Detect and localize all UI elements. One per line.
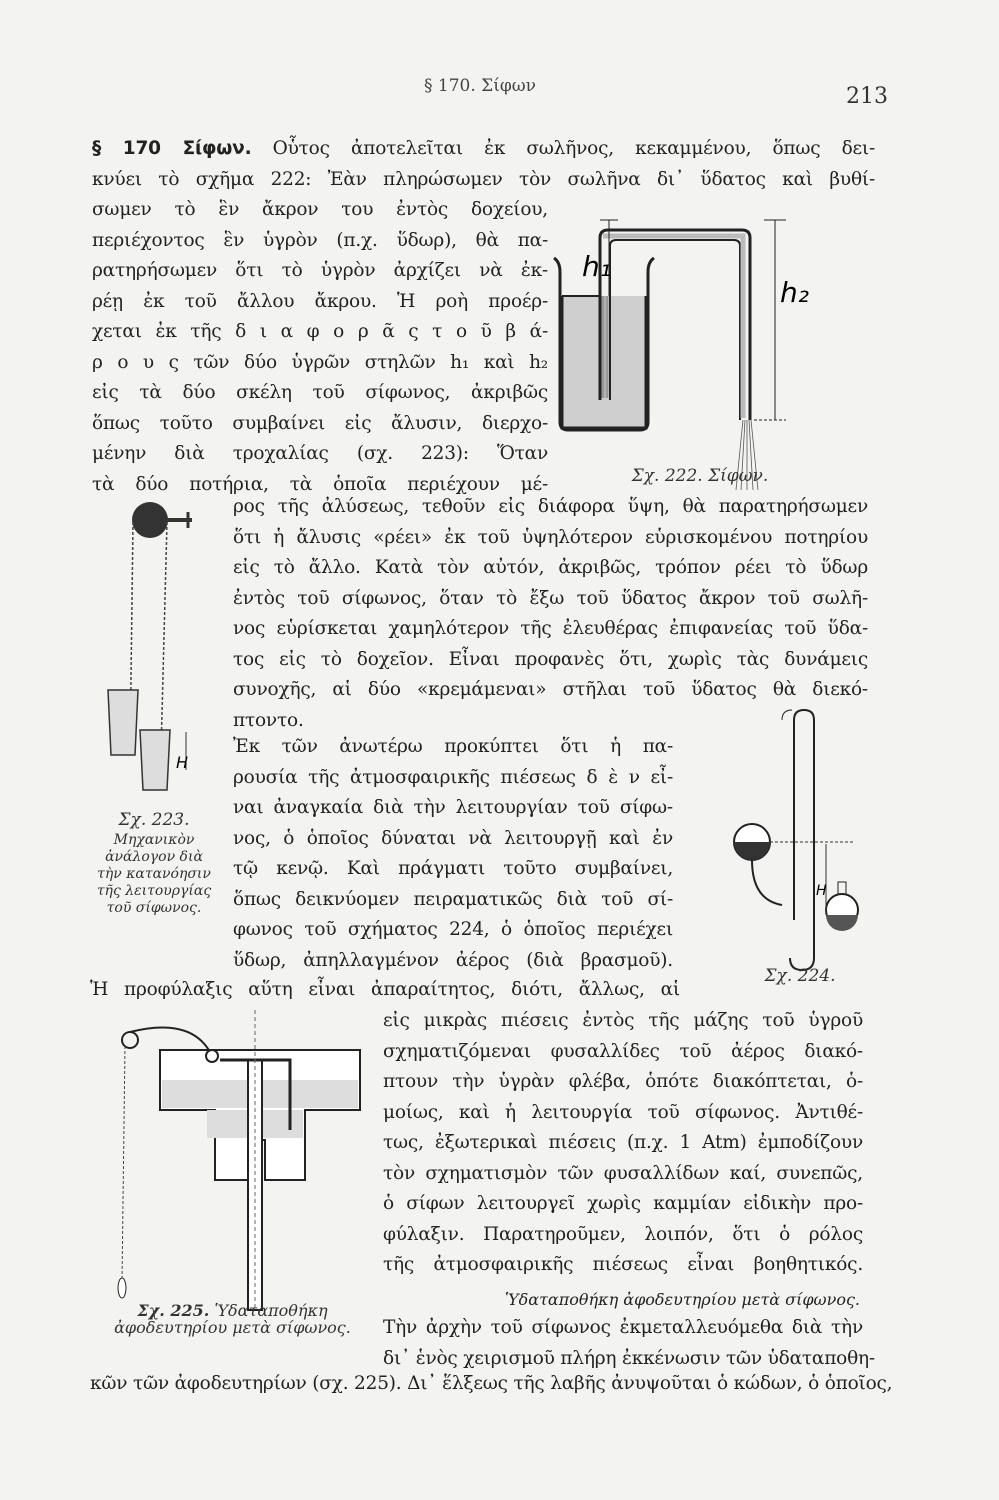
text-line: ρ ο υ ς τῶν δύο ὑγρῶν στηλῶν h₁ καὶ h₂ [92, 351, 548, 373]
figure-222-caption: Σχ. 222. Σίφων. [631, 466, 769, 486]
paragraph-intro [92, 134, 875, 195]
text-line: δι᾽ ἑνὸς χειρισμοῦ πλήρη ἐκκένωσιν τῶν ὑδαταποθη- [383, 1347, 875, 1369]
text-line: ρατηρήσωμεν ὅτι τὸ ὑγρὸν ἀρχίζει νὰ ἐκ- [92, 260, 548, 281]
figure-225-number: Σχ. 225. [137, 1301, 210, 1320]
paragraph-bubbles [383, 1006, 863, 1281]
text-line: ρουσία τῆς ἀτμοσφαιρικῆς πιέσεως δ ὲ ν εἶ- [233, 766, 673, 788]
text-line: εἰς τὸ ἄλλο. Κατὰ τὸν αὐτόν, ἀκριβῶς, τρόπον ρέει τὸ ὕδωρ [233, 557, 868, 578]
paragraph-vacuum [233, 732, 673, 976]
label-H-223: H [176, 753, 189, 772]
text-line: Τὴν ἀρχὴν τοῦ σίφωνος ἐκμεταλλευόμεθα διὰ τὴν [383, 1317, 863, 1338]
text-line: συνοχῆς, αἱ δύο «κρεμάμεναι» στῆλαι τοῦ ὕδατος θὰ διεκό- [233, 679, 868, 700]
text-line-content: Οὗτος ἀποτελεῖται ἐκ σωλῆνος, κεκαμμένου, ὅπως δει- [272, 138, 876, 159]
text-line: ρέῃ ἐκ τοῦ ἄλλου ἄκρου. Ἡ ροὴ προέρ- [92, 290, 548, 312]
text-line: πτοντο. [233, 709, 304, 731]
text-line: νος εὑρίσκεται χαμηλότερον τῆς ἐλευθέρας ἐπιφανείας τοῦ ὕδα- [233, 618, 868, 639]
text-line: χεται ἐκ τῆς δ ι α φ ο ρ ᾶ ς τ ο ῦ β ά- [92, 321, 548, 342]
text-line: Ἡ προφύλαξις αὕτη εἶναι ἀπαραίτητος, διότι, ἄλλως, αἱ [90, 979, 680, 1000]
subsection-heading: Ὑδαταποθήκη ἀφοδευτηρίου μετὰ σίφωνος. [505, 1290, 860, 1309]
figure-225-caption [105, 1302, 360, 1336]
paragraph-narrow [92, 195, 548, 500]
text-line: ἐντὸς τοῦ σίφωνος, ὅταν τὸ ἔξω τοῦ ὕδατος ἄκρον τοῦ σωλῆ- [233, 587, 868, 609]
paragraph-toilet-tank [383, 1313, 875, 1374]
text-line: ὅτι ἡ ἄλυσις «ρέει» ἐκ τοῦ ὑψηλότερον εὑρισκομένου ποτηρίου [233, 526, 868, 548]
running-head: § 170. Σίφων [424, 76, 536, 96]
label-h1: h₁ [582, 250, 611, 283]
text-line: εἰς τὰ δύο σκέλη τοῦ σίφωνος, ἀκριβῶς [92, 382, 548, 403]
text-line: τῆς ἀτμοσφαιρικῆς πιέσεως εἶναι βοηθητικός. [383, 1254, 863, 1275]
text-line: τος εἰς τὸ δοχεῖον. Εἶναι προφανὲς ὅτι, χωρὶς τὰς δυνάμεις [233, 648, 868, 670]
text-line: μένην διὰ τροχαλίας (σχ. 223): Ὅταν [92, 443, 548, 464]
text-line: Ἐκ τῶν ἀνωτέρω προκύπτει ὅτι ἡ πα- [233, 736, 673, 757]
label-H-224: H [816, 883, 827, 899]
paragraph-toilet-tank-cont [90, 1369, 893, 1400]
text-line: φύλαξιν. Παρατηροῦμεν, λοιπόν, ὅτι ὁ ρόλος [383, 1223, 863, 1245]
text-line: τῷ κενῷ. Καὶ πράγματι τοῦτο συμβαίνει, [233, 858, 673, 879]
text-line [92, 134, 875, 165]
text-line: μοίως, καὶ ἡ λειτουργία τοῦ σίφωνος. Ἀντιθέ- [383, 1101, 863, 1123]
figure-224-caption: Σχ. 224. [764, 966, 836, 986]
text-line: ναι ἀναγκαία διὰ τὴν λειτουργίαν τοῦ σίφω- [233, 797, 673, 818]
text-line: φωνος τοῦ σχήματος 224, ὁ ὁποῖος περιέχει [233, 919, 673, 940]
text-line: εἰς μικρὰς πιέσεις ἐντὸς τῆς μάζης τοῦ ὑγροῦ [383, 1010, 863, 1031]
text-line: ρος τῆς ἀλύσεως, τεθοῦν εἰς διάφορα ὕψη, θὰ παρατηρήσωμεν [233, 496, 868, 517]
text-line: πτουν τὴν ὑγρὰν φλέβα, ὁπότε διακόπτεται, ὁ- [383, 1071, 863, 1092]
text-line: σχηματιζόμεναι φυσαλλίδες τοῦ ἀέρος διακό- [383, 1040, 863, 1062]
figure-223-number: Σχ. 223. [118, 810, 190, 830]
text-line: περιέχοντος ἓν ὑγρὸν (π.χ. ὕδωρ), θὰ πα- [92, 229, 548, 251]
text-line: ὅπως τοῦτο συμβαίνει εἰς ἄλυσιν, διερχο- [92, 412, 548, 434]
figure-225-caption-text: Ὑδαταποθήκη ἀφοδευτηρίου μετὰ σίφωνος. [114, 1301, 351, 1337]
section-heading: § 170 Σίφων. [92, 138, 252, 159]
text-line: ὅπως δεικνύομεν πειραματικῶς διὰ τοῦ σί- [233, 888, 673, 910]
text-line: τως, ἐξωτερικαὶ πιέσεις (π.χ. 1 Atm) ἐμποδίζουν [383, 1132, 863, 1153]
figure-222-siphon [540, 220, 809, 445]
text-line: κνύει τὸ σχῆμα 222: Ἐὰν πληρώσωμεν τὸν σωλῆνα δι᾽ ὕδατος καὶ βυθί- [92, 168, 875, 190]
paragraph-precaution [90, 975, 680, 1006]
text-line: σωμεν τὸ ἓν ἄκρον του ἐντὸς δοχείου, [92, 199, 548, 220]
paragraph-chain [233, 492, 868, 736]
text-line: τὸν σχηματισμὸν τῶν φυσαλλίδων καί, συνεπῶς, [383, 1162, 863, 1184]
label-h2: h₂ [780, 276, 809, 309]
text-line: ὕδωρ, ἀπηλλαγμένον ἀέρος (διὰ βρασμοῦ). [233, 949, 673, 971]
text-line: ὁ σίφων λειτουργεῖ χωρὶς καμμίαν εἰδικὴν προ- [383, 1193, 863, 1214]
figure-223-chain-pulley [100, 500, 210, 790]
figure-224-vacuum-siphon [720, 710, 860, 970]
page-number: 213 [846, 84, 888, 109]
text-line: τὰ δύο ποτήρια, τὰ ὁποῖα περιέχουν μέ- [92, 473, 548, 495]
text-line: κῶν τῶν ἀφοδευτηρίων (σχ. 225). Δι᾽ ἕλξεως τῆς λαβῆς ἀνυψοῦται ὁ κώδων, ὁ ὁποῖος, [90, 1373, 893, 1394]
text-line: νος, ὁ ὁποῖος δύναται νὰ λειτουργῇ καὶ ἐν [233, 827, 673, 849]
figure-225-toilet-tank [100, 1010, 370, 1300]
figure-223-caption: Μηχανικὸν ἀνάλογον διὰ τὴν κατανόησιν τῆς λειτουργίας τοῦ σίφωνος. [96, 832, 212, 916]
